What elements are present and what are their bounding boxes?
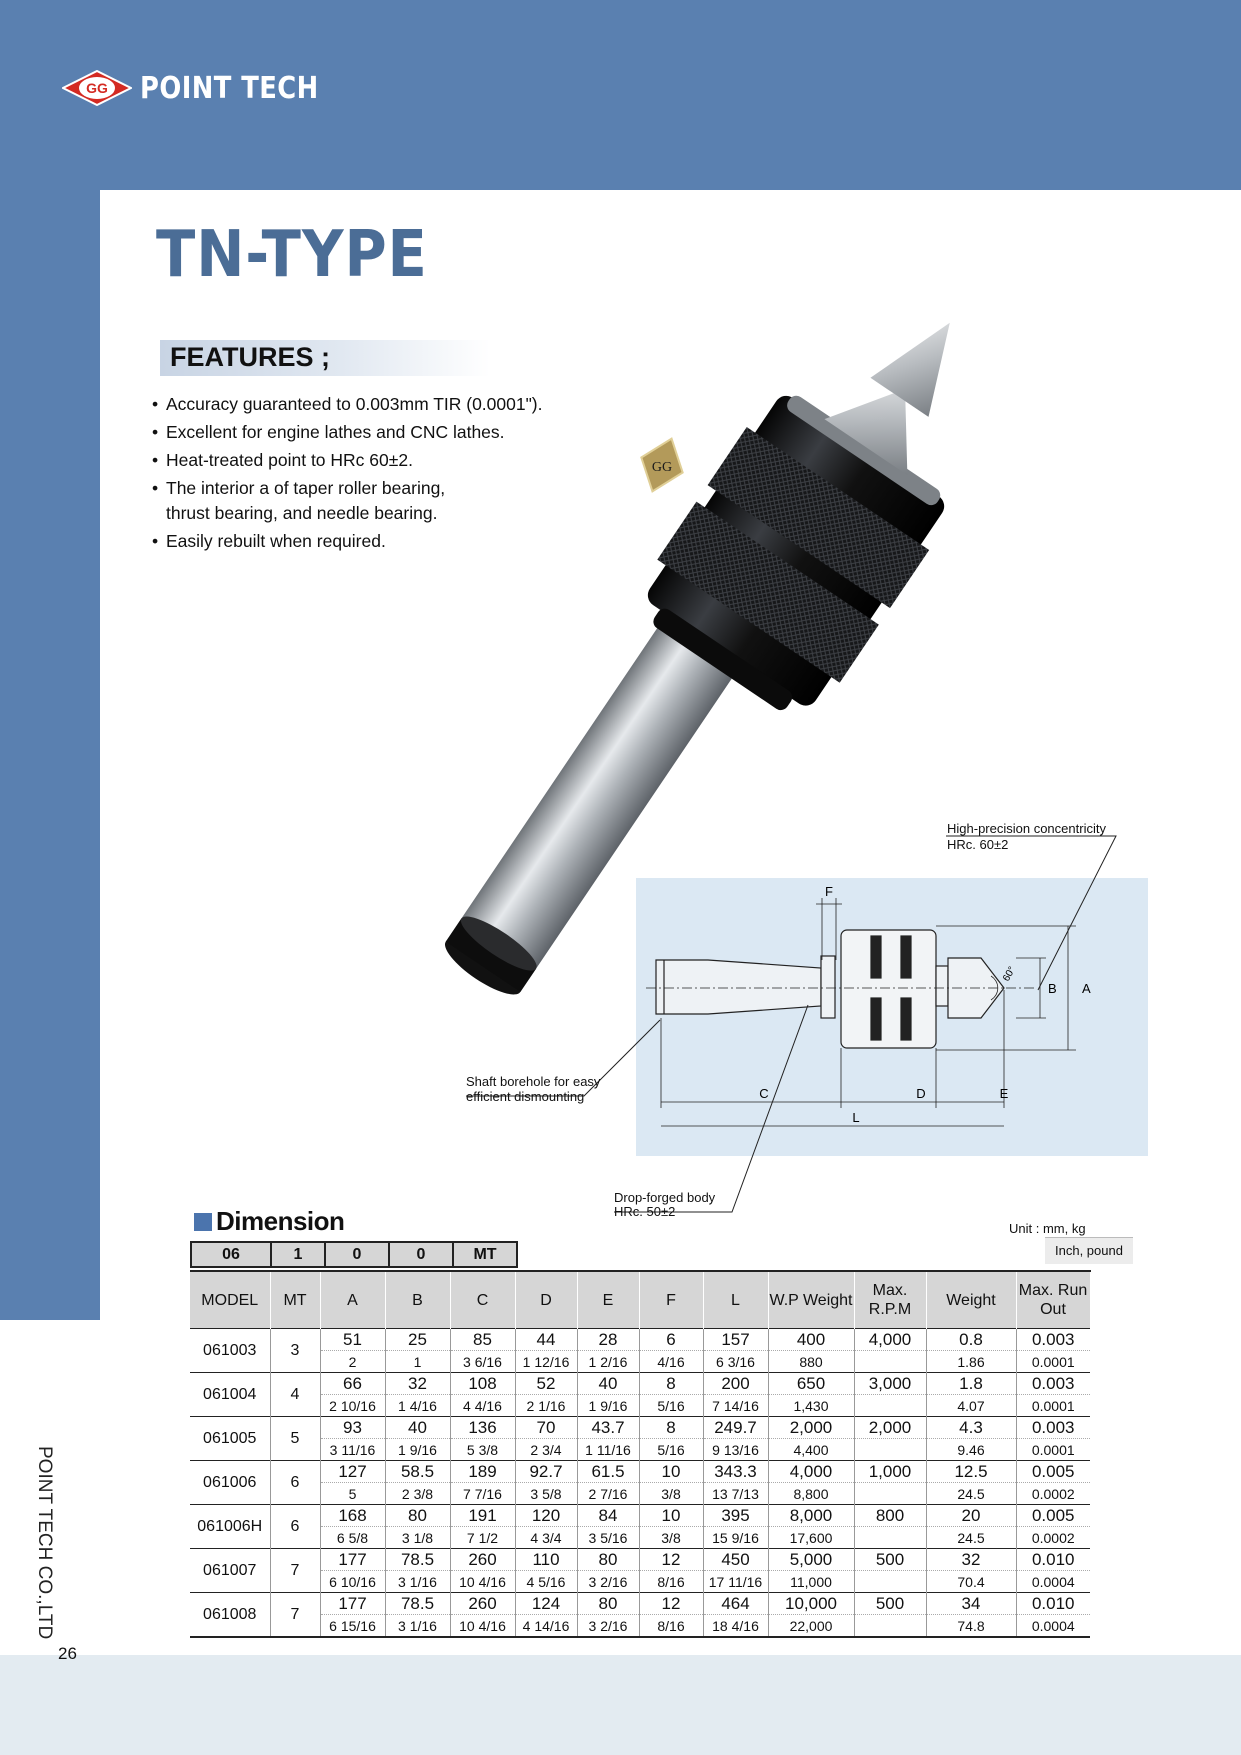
value-cell-inch (854, 1351, 926, 1373)
value-cell-mm: 34 (926, 1593, 1016, 1615)
value-cell-inch: 2 3/8 (385, 1483, 450, 1505)
value-cell-mm: 120 (515, 1505, 577, 1527)
value-cell-mm: 52 (515, 1373, 577, 1395)
mt-cell: 7 (270, 1549, 320, 1593)
page-title: TN-TYPE (156, 218, 428, 292)
value-cell-inch: 4 14/16 (515, 1615, 577, 1638)
value-cell-mm: 43.7 (577, 1417, 639, 1439)
value-cell-inch: 4/16 (639, 1351, 703, 1373)
value-cell-mm: 85 (450, 1329, 515, 1351)
code-part: 0 (389, 1242, 453, 1267)
brand-logo (62, 70, 348, 106)
value-cell-mm: 168 (320, 1505, 385, 1527)
value-cell-inch: 0.0004 (1016, 1615, 1090, 1638)
company-name: POINT TECH CO.,LTD (34, 1446, 55, 1640)
value-cell-inch: 2 3/4 (515, 1439, 577, 1461)
value-cell-mm: 260 (450, 1549, 515, 1571)
value-cell-inch: 3/8 (639, 1527, 703, 1549)
value-cell-mm: 189 (450, 1461, 515, 1483)
value-cell-inch: 1 4/16 (385, 1395, 450, 1417)
gg-logo-icon (62, 70, 132, 106)
value-cell-mm: 51 (320, 1329, 385, 1351)
value-cell-mm: 343.3 (703, 1461, 768, 1483)
column-header: Max. Run Out (1016, 1271, 1090, 1329)
value-cell-mm: 136 (450, 1417, 515, 1439)
value-cell-mm: 1.8 (926, 1373, 1016, 1395)
value-cell-inch: 5 3/8 (450, 1439, 515, 1461)
table-row-inch (190, 1571, 1090, 1593)
model-cell: 061008 (190, 1593, 270, 1638)
value-cell-mm: 78.5 (385, 1549, 450, 1571)
table-row-inch (190, 1527, 1090, 1549)
value-cell-inch: 9.46 (926, 1439, 1016, 1461)
value-cell-mm: 1,000 (854, 1461, 926, 1483)
callout-concentricity-hrc: HRc. 60±2 (947, 837, 1009, 852)
side-section-title: HEAVY DUTY LIVE CENTERS (103, 252, 159, 869)
label-a: A (1082, 981, 1091, 996)
value-cell-mm: 127 (320, 1461, 385, 1483)
table-row (190, 1593, 1090, 1615)
value-cell-inch: 880 (768, 1351, 854, 1373)
model-cell: 061004 (190, 1373, 270, 1417)
value-cell-inch: 3 6/16 (450, 1351, 515, 1373)
value-cell-mm: 650 (768, 1373, 854, 1395)
value-cell-mm: 28 (577, 1329, 639, 1351)
value-cell-inch: 7 14/16 (703, 1395, 768, 1417)
value-cell-inch: 5 (320, 1483, 385, 1505)
mt-cell: 3 (270, 1329, 320, 1373)
value-cell-mm: 8 (639, 1417, 703, 1439)
column-header: MT (270, 1271, 320, 1329)
value-cell-inch: 4 3/4 (515, 1527, 577, 1549)
value-cell-mm: 191 (450, 1505, 515, 1527)
value-cell-mm: 200 (703, 1373, 768, 1395)
value-cell-inch: 8/16 (639, 1615, 703, 1638)
callout-body: Drop-forged body (614, 1190, 716, 1205)
value-cell-inch: 24.5 (926, 1527, 1016, 1549)
code-part: MT (453, 1242, 517, 1267)
mt-cell: 6 (270, 1461, 320, 1505)
value-cell-inch: 3 5/16 (577, 1527, 639, 1549)
value-cell-inch (854, 1527, 926, 1549)
value-cell-inch (854, 1571, 926, 1593)
table-row-inch (190, 1395, 1090, 1417)
column-header: C (450, 1271, 515, 1329)
value-cell-mm: 0.003 (1016, 1373, 1090, 1395)
feature-item: • Excellent for engine lathes and CNC lathes. (152, 420, 543, 445)
table-row (190, 1461, 1090, 1483)
model-cell: 061006H (190, 1505, 270, 1549)
dimension-heading-text: Dimension (216, 1206, 345, 1236)
value-cell-inch: 24.5 (926, 1483, 1016, 1505)
value-cell-mm: 0.010 (1016, 1549, 1090, 1571)
value-cell-mm: 4,000 (768, 1461, 854, 1483)
unit-imperial: Inch, pound (1045, 1237, 1133, 1264)
value-cell-inch: 3/8 (639, 1483, 703, 1505)
value-cell-inch: 17 11/16 (703, 1571, 768, 1593)
logo-mark: GG (86, 80, 108, 96)
value-cell-mm: 44 (515, 1329, 577, 1351)
column-header: E (577, 1271, 639, 1329)
column-header: F (639, 1271, 703, 1329)
value-cell-inch: 1,430 (768, 1395, 854, 1417)
value-cell-inch: 0.0001 (1016, 1351, 1090, 1373)
value-cell-mm: 0.003 (1016, 1417, 1090, 1439)
value-cell-mm: 84 (577, 1505, 639, 1527)
heading-square-icon (194, 1213, 212, 1231)
value-cell-mm: 40 (577, 1373, 639, 1395)
value-cell-inch: 5/16 (639, 1395, 703, 1417)
value-cell-mm: 0.005 (1016, 1505, 1090, 1527)
column-header: Max. R.P.M (854, 1271, 926, 1329)
value-cell-inch: 1 11/16 (577, 1439, 639, 1461)
value-cell-inch (854, 1483, 926, 1505)
label-e: E (999, 1086, 1009, 1101)
column-header: L (703, 1271, 768, 1329)
unit-metric: Unit : mm, kg (1009, 1221, 1086, 1236)
value-cell-inch: 11,000 (768, 1571, 854, 1593)
model-cell: 061005 (190, 1417, 270, 1461)
table-row (190, 1505, 1090, 1527)
value-cell-mm: 6 (639, 1329, 703, 1351)
model-cell: 061006 (190, 1461, 270, 1505)
value-cell-inch: 17,600 (768, 1527, 854, 1549)
value-cell-inch: 0.0001 (1016, 1395, 1090, 1417)
emblem-mark: GG (651, 460, 673, 475)
value-cell-mm: 124 (515, 1593, 577, 1615)
value-cell-mm: 8 (639, 1373, 703, 1395)
feature-item: • Heat-treated point to HRc 60±2. (152, 448, 543, 473)
value-cell-inch: 10 4/16 (450, 1571, 515, 1593)
value-cell-mm: 20 (926, 1505, 1016, 1527)
feature-item: • Accuracy guaranteed to 0.003mm TIR (0.0001"). (152, 392, 543, 417)
value-cell-mm: 2,000 (854, 1417, 926, 1439)
column-header: A (320, 1271, 385, 1329)
value-cell-inch: 1 (385, 1351, 450, 1373)
value-cell-mm: 92.7 (515, 1461, 577, 1483)
label-l: L (852, 1110, 860, 1125)
value-cell-inch: 3 1/8 (385, 1527, 450, 1549)
value-cell-inch: 6 15/16 (320, 1615, 385, 1638)
value-cell-mm: 32 (385, 1373, 450, 1395)
value-cell-inch: 2 1/16 (515, 1395, 577, 1417)
value-cell-inch: 2 10/16 (320, 1395, 385, 1417)
value-cell-inch: 7 1/2 (450, 1527, 515, 1549)
value-cell-inch (854, 1615, 926, 1638)
callout-borehole-line2: efficient dismounting (466, 1089, 585, 1104)
label-angle: 60° (1001, 964, 1019, 984)
value-cell-inch: 0.0002 (1016, 1527, 1090, 1549)
value-cell-inch: 7 7/16 (450, 1483, 515, 1505)
features-heading-text: FEATURES ; (170, 342, 330, 372)
value-cell-inch: 6 5/8 (320, 1527, 385, 1549)
dimension-heading (194, 1206, 344, 1237)
value-cell-mm: 500 (854, 1549, 926, 1571)
value-cell-inch: 4,400 (768, 1439, 854, 1461)
value-cell-inch: 9 13/16 (703, 1439, 768, 1461)
dimension-table (190, 1270, 1091, 1638)
model-code-table (190, 1241, 518, 1268)
value-cell-mm: 450 (703, 1549, 768, 1571)
table-row (190, 1329, 1090, 1351)
value-cell-mm: 464 (703, 1593, 768, 1615)
value-cell-mm: 2,000 (768, 1417, 854, 1439)
value-cell-mm: 177 (320, 1593, 385, 1615)
value-cell-inch: 5/16 (639, 1439, 703, 1461)
diagram-drawing (636, 878, 1148, 1156)
mt-cell: 7 (270, 1593, 320, 1638)
value-cell-mm: 4,000 (854, 1329, 926, 1351)
value-cell-mm: 12 (639, 1549, 703, 1571)
value-cell-inch: 3 1/16 (385, 1571, 450, 1593)
mt-cell: 6 (270, 1505, 320, 1549)
mt-cell: 5 (270, 1417, 320, 1461)
value-cell-mm: 80 (385, 1505, 450, 1527)
table-header-row (190, 1271, 1090, 1329)
label-d: D (916, 1086, 926, 1101)
value-cell-mm: 108 (450, 1373, 515, 1395)
table-row (190, 1417, 1090, 1439)
table-row (190, 1549, 1090, 1571)
table-row-inch (190, 1351, 1090, 1373)
mt-cell: 4 (270, 1373, 320, 1417)
value-cell-inch: 4.07 (926, 1395, 1016, 1417)
value-cell-mm: 395 (703, 1505, 768, 1527)
value-cell-inch: 0.0002 (1016, 1483, 1090, 1505)
table-row-inch (190, 1615, 1090, 1638)
value-cell-inch: 1 9/16 (385, 1439, 450, 1461)
label-c: C (759, 1086, 769, 1101)
value-cell-inch: 1.86 (926, 1351, 1016, 1373)
value-cell-mm: 78.5 (385, 1593, 450, 1615)
value-cell-inch (854, 1395, 926, 1417)
value-cell-mm: 260 (450, 1593, 515, 1615)
value-cell-inch: 15 9/16 (703, 1527, 768, 1549)
value-cell-inch: 4 5/16 (515, 1571, 577, 1593)
column-header: D (515, 1271, 577, 1329)
model-cell: 061003 (190, 1329, 270, 1373)
column-header: Weight (926, 1271, 1016, 1329)
value-cell-mm: 80 (577, 1549, 639, 1571)
page-number: 26 (58, 1644, 77, 1663)
value-cell-inch: 1 2/16 (577, 1351, 639, 1373)
code-part: 1 (271, 1242, 325, 1267)
value-cell-mm: 58.5 (385, 1461, 450, 1483)
feature-item: • The interior a of taper roller bearing, thrust bearing, and needle bearing. (152, 476, 456, 526)
brand-name: POINT TECH (140, 70, 319, 106)
dimension-diagram (636, 878, 1148, 1156)
value-cell-mm: 70 (515, 1417, 577, 1439)
value-cell-inch: 1 9/16 (577, 1395, 639, 1417)
value-cell-mm: 0.010 (1016, 1593, 1090, 1615)
callout-borehole: Shaft borehole for easy (466, 1074, 601, 1089)
value-cell-inch: 0.0004 (1016, 1571, 1090, 1593)
value-cell-inch: 2 7/16 (577, 1483, 639, 1505)
callout-concentricity-line1: High-precision concentricity (947, 821, 1106, 836)
feature-item: • Easily rebuilt when required. (152, 529, 543, 554)
footer-band (0, 1655, 1241, 1755)
value-cell-inch: 22,000 (768, 1615, 854, 1638)
label-f: F (825, 884, 833, 899)
table-row-inch (190, 1439, 1090, 1461)
column-header: B (385, 1271, 450, 1329)
value-cell-inch: 4 4/16 (450, 1395, 515, 1417)
value-cell-mm: 25 (385, 1329, 450, 1351)
value-cell-inch: 70.4 (926, 1571, 1016, 1593)
value-cell-mm: 12.5 (926, 1461, 1016, 1483)
value-cell-inch: 3 2/16 (577, 1615, 639, 1638)
value-cell-mm: 80 (577, 1593, 639, 1615)
value-cell-inch: 3 11/16 (320, 1439, 385, 1461)
column-header: W.P Weight (768, 1271, 854, 1329)
value-cell-mm: 800 (854, 1505, 926, 1527)
value-cell-mm: 177 (320, 1549, 385, 1571)
value-cell-inch: 6 10/16 (320, 1571, 385, 1593)
value-cell-mm: 40 (385, 1417, 450, 1439)
side-band (0, 190, 100, 1320)
value-cell-mm: 10,000 (768, 1593, 854, 1615)
value-cell-mm: 10 (639, 1505, 703, 1527)
callout-concentricity (947, 822, 1106, 836)
value-cell-mm: 0.8 (926, 1329, 1016, 1351)
value-cell-mm: 5,000 (768, 1549, 854, 1571)
value-cell-inch: 2 (320, 1351, 385, 1373)
value-cell-inch: 3 2/16 (577, 1571, 639, 1593)
value-cell-inch: 10 4/16 (450, 1615, 515, 1638)
value-cell-inch (854, 1439, 926, 1461)
model-cell: 061007 (190, 1549, 270, 1593)
value-cell-mm: 157 (703, 1329, 768, 1351)
value-cell-mm: 0.005 (1016, 1461, 1090, 1483)
table-body (190, 1329, 1090, 1638)
value-cell-inch: 74.8 (926, 1615, 1016, 1638)
code-part: 0 (325, 1242, 389, 1267)
value-cell-inch: 13 7/13 (703, 1483, 768, 1505)
value-cell-mm: 61.5 (577, 1461, 639, 1483)
value-cell-mm: 4.3 (926, 1417, 1016, 1439)
value-cell-inch: 18 4/16 (703, 1615, 768, 1638)
label-b: B (1048, 981, 1057, 996)
value-cell-mm: 249.7 (703, 1417, 768, 1439)
table-row-inch (190, 1483, 1090, 1505)
value-cell-mm: 0.003 (1016, 1329, 1090, 1351)
value-cell-mm: 10 (639, 1461, 703, 1483)
value-cell-inch: 6 3/16 (703, 1351, 768, 1373)
value-cell-mm: 93 (320, 1417, 385, 1439)
value-cell-mm: 32 (926, 1549, 1016, 1571)
code-part: 06 (191, 1242, 271, 1267)
table-row (190, 1373, 1090, 1395)
value-cell-mm: 400 (768, 1329, 854, 1351)
value-cell-inch: 1 12/16 (515, 1351, 577, 1373)
callout-body-hrc: HRc. 50±2 (614, 1204, 676, 1219)
value-cell-mm: 12 (639, 1593, 703, 1615)
value-cell-mm: 3,000 (854, 1373, 926, 1395)
value-cell-inch: 8,800 (768, 1483, 854, 1505)
value-cell-mm: 8,000 (768, 1505, 854, 1527)
value-cell-mm: 500 (854, 1593, 926, 1615)
value-cell-inch: 8/16 (639, 1571, 703, 1593)
column-header: MODEL (190, 1271, 270, 1329)
value-cell-inch: 3 5/8 (515, 1483, 577, 1505)
value-cell-inch: 0.0001 (1016, 1439, 1090, 1461)
value-cell-mm: 110 (515, 1549, 577, 1571)
value-cell-inch: 3 1/16 (385, 1615, 450, 1638)
value-cell-mm: 66 (320, 1373, 385, 1395)
